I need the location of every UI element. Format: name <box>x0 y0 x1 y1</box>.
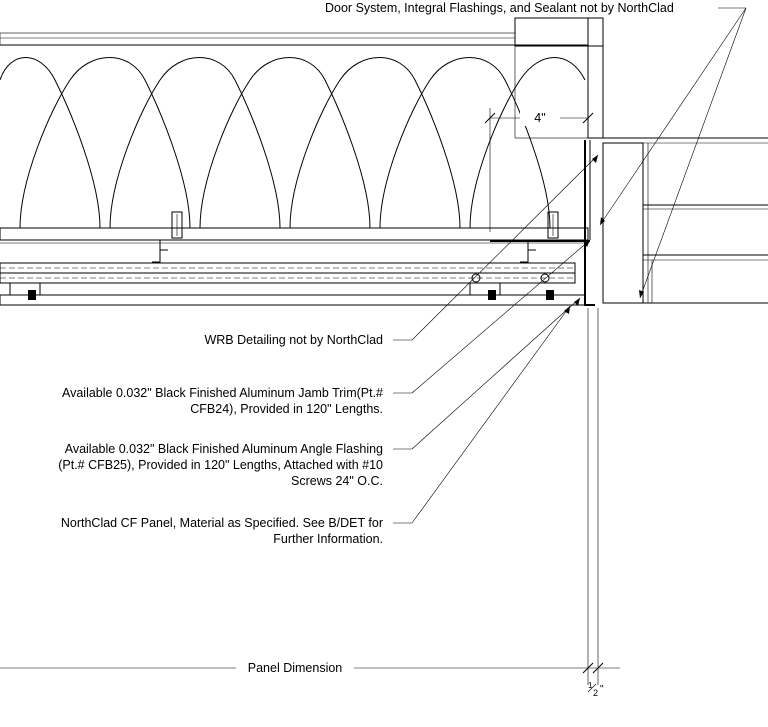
panel-dimension-label: Panel Dimension <box>247 661 343 675</box>
door-system <box>603 138 768 303</box>
panel-dimension <box>0 660 620 676</box>
half-inch-numerator: 1 <box>588 681 593 690</box>
half-inch-denominator: 2 <box>593 688 599 698</box>
half-inch-dimension <box>588 681 604 698</box>
wrb-callout <box>204 155 598 347</box>
fastener-clip-right <box>520 212 558 262</box>
exterior-sheathing <box>0 228 590 243</box>
cf-panel <box>0 295 585 305</box>
jamb-trim <box>585 140 595 305</box>
batt-insulation <box>0 45 588 228</box>
fastener-clip-left <box>152 212 182 262</box>
extension-lines <box>588 308 598 685</box>
panel-label-line2: Further Information. <box>273 532 383 546</box>
angle-flashing-label-line3: Screws 24" O.C. <box>291 474 383 488</box>
dimension-4in-label: 4" <box>534 111 546 125</box>
wrb-label: WRB Detailing not by NorthClad <box>204 333 383 347</box>
door-system-label: Door System, Integral Flashings, and Sealant not by NorthClad <box>325 1 674 15</box>
half-inch-unit: " <box>600 684 604 695</box>
jamb-trim-callout <box>62 240 590 416</box>
angle-flashing-label-line2: (Pt.# CFB25), Provided in 120" Lengths, Attached with #10 <box>58 458 383 472</box>
top-sheathing <box>0 33 515 45</box>
jamb-trim-label-line2: CFB24), Provided in 120" Lengths. <box>190 402 383 416</box>
angle-flashing-label-line1: Available 0.032" Black Finished Aluminum Angle Flashing <box>64 442 383 456</box>
jamb-trim-label-line1: Available 0.032" Black Finished Aluminum Jamb Trim(Pt.# <box>61 386 383 400</box>
panel-label-line1: NorthClad CF Panel, Material as Specified. See B/DET for <box>60 516 383 530</box>
furring-rail <box>0 263 575 300</box>
